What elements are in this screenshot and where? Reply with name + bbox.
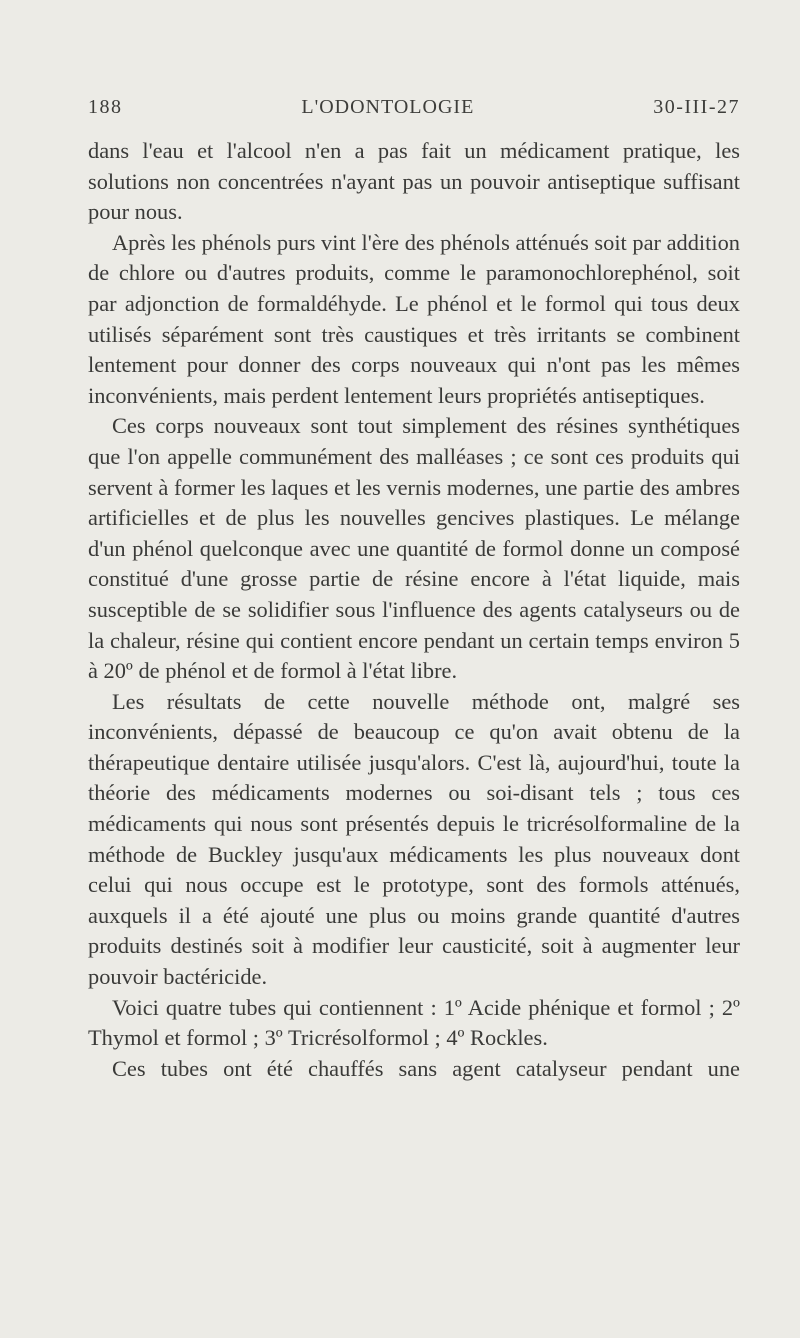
- running-title: L'ODONTOLOGIE: [301, 96, 475, 118]
- issue-date: 30-III-27: [653, 96, 740, 118]
- paragraph: Après les phénols purs vint l'ère des phénols atténués soit par addition de chlore ou d'autres produits, comme le paramonochlorephénol, soit par adjonction de formaldéhyde. Le phénol et le formol qui tous deux utilisés séparément sont très caustiques et très irritants se combinent lentement pour donner des corps nouveaux qui n'ont pas les mêmes inconvénients, mais perdent lentement leurs propriétés antiseptiques.: [88, 229, 740, 408]
- paragraph: Voici quatre tubes qui contiennent : 1º Acide phénique et formol ; 2º Thymol et formol ; 3º Tricrésolformol ; 4º Rockles.: [88, 994, 740, 1051]
- page-number: 188: [88, 96, 123, 118]
- running-header: [88, 96, 740, 128]
- body-text: [88, 136, 740, 1084]
- paragraph: Ces corps nouveaux sont tout simplement des résines synthétiques que l'on appelle communément des malléases ; ce sont ces produits qui servent à former les laques et les vernis modernes, une partie des ambres artificielles et de plus les nouvelles gencives plastiques. Le mélange d'un phénol quelconque avec une quantité de formol donne un composé constitué d'une grosse partie de résine encore à l'état liquide, mais susceptible de se solidifier sous l'influence des agents catalyseurs ou de la chaleur, résine qui contient encore pendant un certain temps environ 5 à 20º de phénol et de formol à l'état libre.: [88, 413, 740, 684]
- paragraph: Ces tubes ont été chauffés sans agent catalyseur pendant une: [112, 1055, 740, 1081]
- paragraph: Les résultats de cette nouvelle méthode ont, malgré ses inconvénients, dépassé de beaucoup ce qu'on avait obtenu de la thérapeutique dentaire utilisée jusqu'alors. C'est là, aujourd'hui, toute la théorie des médicaments modernes ou soi-disant tels ; tous ces médicaments qui nous sont présentés depuis le tricrésolformaline de la méthode de Buckley jusqu'aux médicaments les plus nouveaux dont celui qui nous occupe est le prototype, sont des formols atténués, auxquels il a été ajouté une plus ou moins grande quantité d'autres produits destinés soit à modifier leur causticité, soit à augmenter leur pouvoir bactéricide.: [88, 688, 740, 990]
- paragraph-continuation: dans l'eau et l'alcool n'en a pas fait un médicament pratique, les solutions non concentrées n'ayant pas un pouvoir antiseptique suffisant pour nous.: [88, 138, 740, 225]
